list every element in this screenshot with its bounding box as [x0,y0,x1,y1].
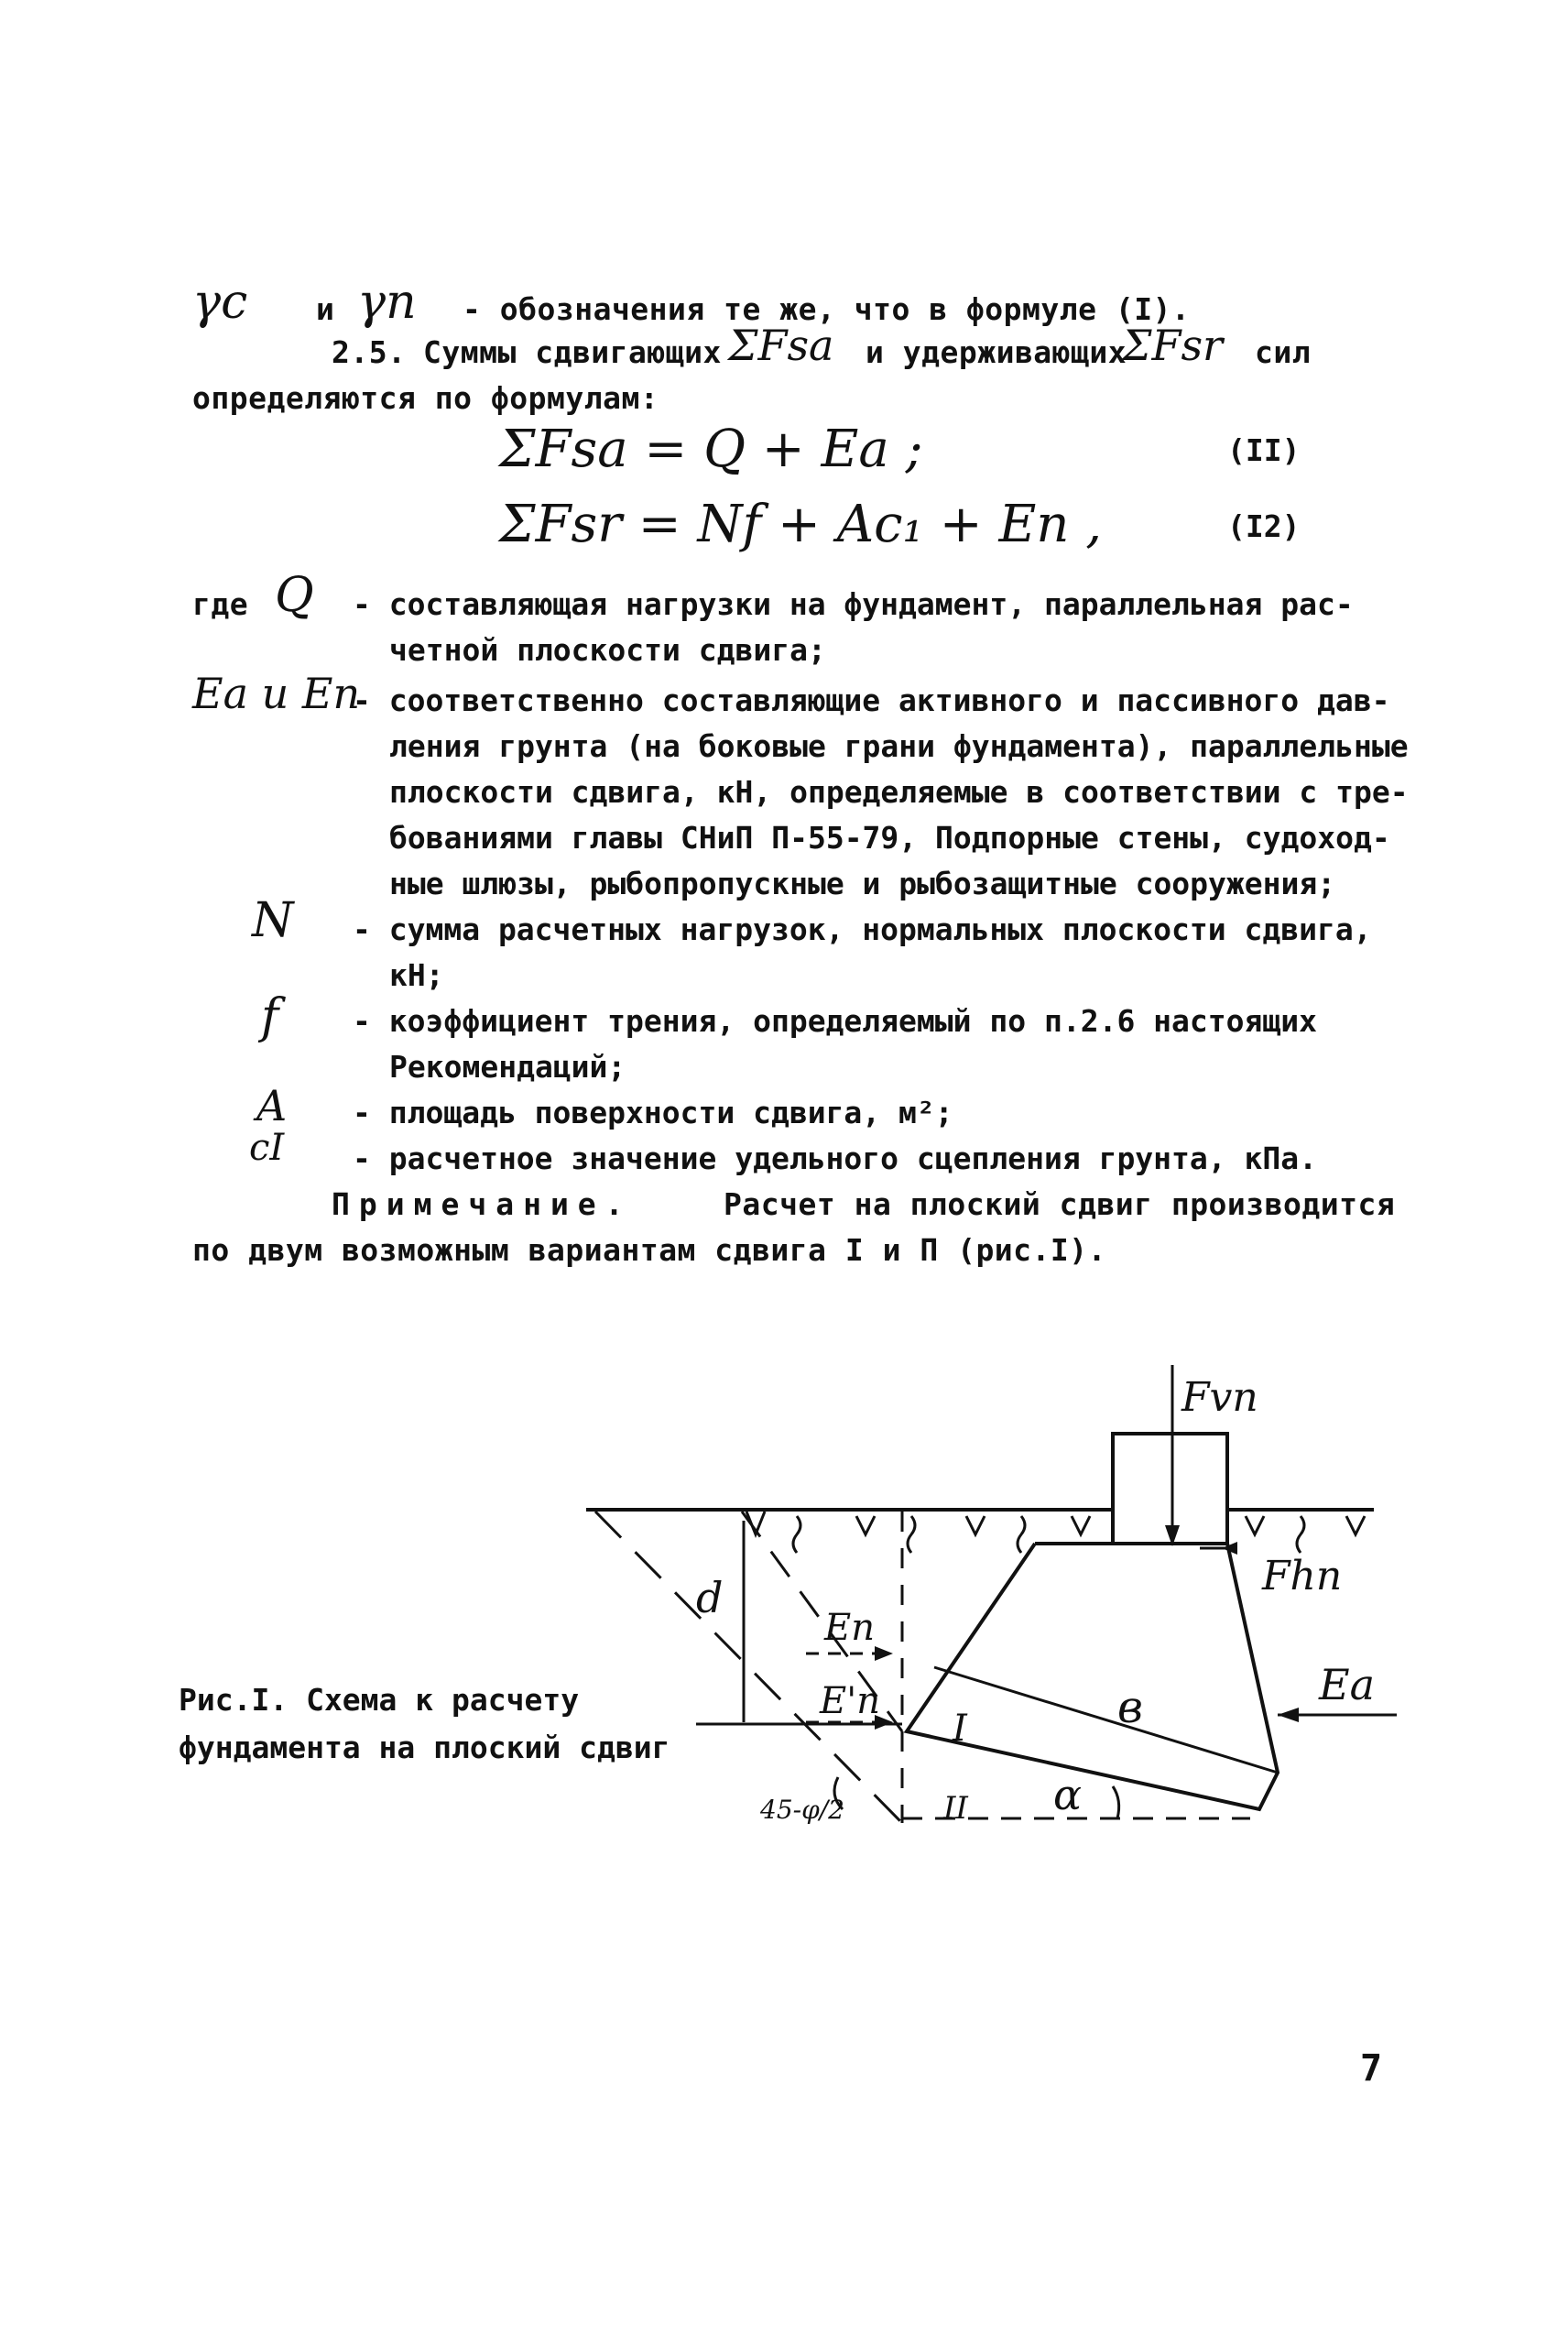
gamma-n-symbol: γn [357,275,417,330]
formula-11: ΣFsa = Q + Ea ; [499,420,923,479]
section-text-c: сил [1255,334,1312,370]
def-ea-line2: ления грунта (на боковые грани фундамента), параллельные [389,728,1409,764]
def-symbol-a: A [256,1081,288,1130]
label-plane-2: II [943,1790,968,1827]
label-b: в [1117,1682,1143,1733]
label-plane-1: I [953,1708,967,1750]
section-text-a: Суммы сдвигающих [423,334,722,370]
def-q-line1: - составляющая нагрузки на фундамент, параллельная рас- [353,586,1354,622]
note-line1: Расчет на плоский сдвиг производится [724,1186,1396,1222]
foundation-shear-diagram [568,1365,1447,1860]
def-symbol-c1: cI [249,1127,285,1169]
def-f-line1: - коэффициент трения, определяемый по п.2.6 настоящих [353,1003,1317,1039]
def-ea-line3: плоскости сдвига, кН, определяемые в соответствии с тре- [389,774,1409,810]
def-ea-line1: - соответственно составляющие активного и пассивного дав- [353,682,1390,718]
def-ea-line5: ные шлюзы, рыбопропускные и рыбозащитные сооружения; [389,866,1336,901]
def-f-line2: Рекомендаций; [389,1049,626,1085]
figure-caption-line2: фундамента на плоский сдвиг [179,1730,670,1765]
formula-11-number: (II) [1227,432,1301,468]
def-symbol-f: f [261,989,279,1044]
section-number: 2.5. [332,334,407,370]
label-angle: 45-φ/2 [760,1795,844,1825]
section-line2: определяются по формулам: [192,380,659,416]
formula-12: ΣFsr = Nf + Ac₁ + Eп , [499,495,1103,554]
label-fvn: Fvn [1181,1374,1258,1421]
figure-caption-line1: Рис.I. Схема к расчету [179,1682,580,1718]
intro-text: - обозначения те же, что в формуле (I). [463,291,1191,327]
where-label: где [192,586,249,622]
sum-fsa-inline: ΣFsa [728,321,834,370]
label-en-prime: E'п [820,1680,880,1722]
def-c1-line1: - расчетное значение удельного сцепления грунта, кПа. [353,1141,1317,1176]
def-a-line1: - площадь поверхности сдвига, м²; [353,1095,953,1130]
label-ea: Ea [1319,1660,1376,1709]
def-symbol-n: N [252,893,294,948]
section-text-b: и удерживающих [866,334,1127,370]
alpha-angle-arc [1113,1786,1119,1818]
note-label: Примечание. [332,1186,633,1222]
def-ea-line4: бованиями главы СНиП П-55-79, Подпорные стены, судоход- [389,820,1390,856]
def-q-line2: четной плоскости сдвига; [389,632,826,668]
gamma-c-symbol: γc [192,275,248,330]
label-alpha: α [1053,1770,1083,1819]
page-number: 7 [1360,2047,1383,2090]
label-en: Eп [824,1607,875,1649]
label-fhn: Fhn [1262,1553,1343,1599]
def-symbol-ea-en: Ea и Eп [192,669,361,718]
def-symbol-q: Q [275,568,314,623]
formula-12-number: (I2) [1227,508,1301,544]
intro-and: и [316,291,335,327]
note-line2: по двум возможным вариантам сдвига I и П (рис.I). [192,1232,1107,1268]
def-n-line2: кН; [389,957,444,993]
label-d: d [696,1573,724,1622]
sum-fsr-inline: ΣFsr [1122,321,1224,370]
passive-wedge-line-1 [595,1512,902,1823]
width-dimension-line [934,1667,1278,1773]
def-n-line1: - сумма расчетных нагрузок, нормальных плоскости сдвига, [353,911,1372,947]
